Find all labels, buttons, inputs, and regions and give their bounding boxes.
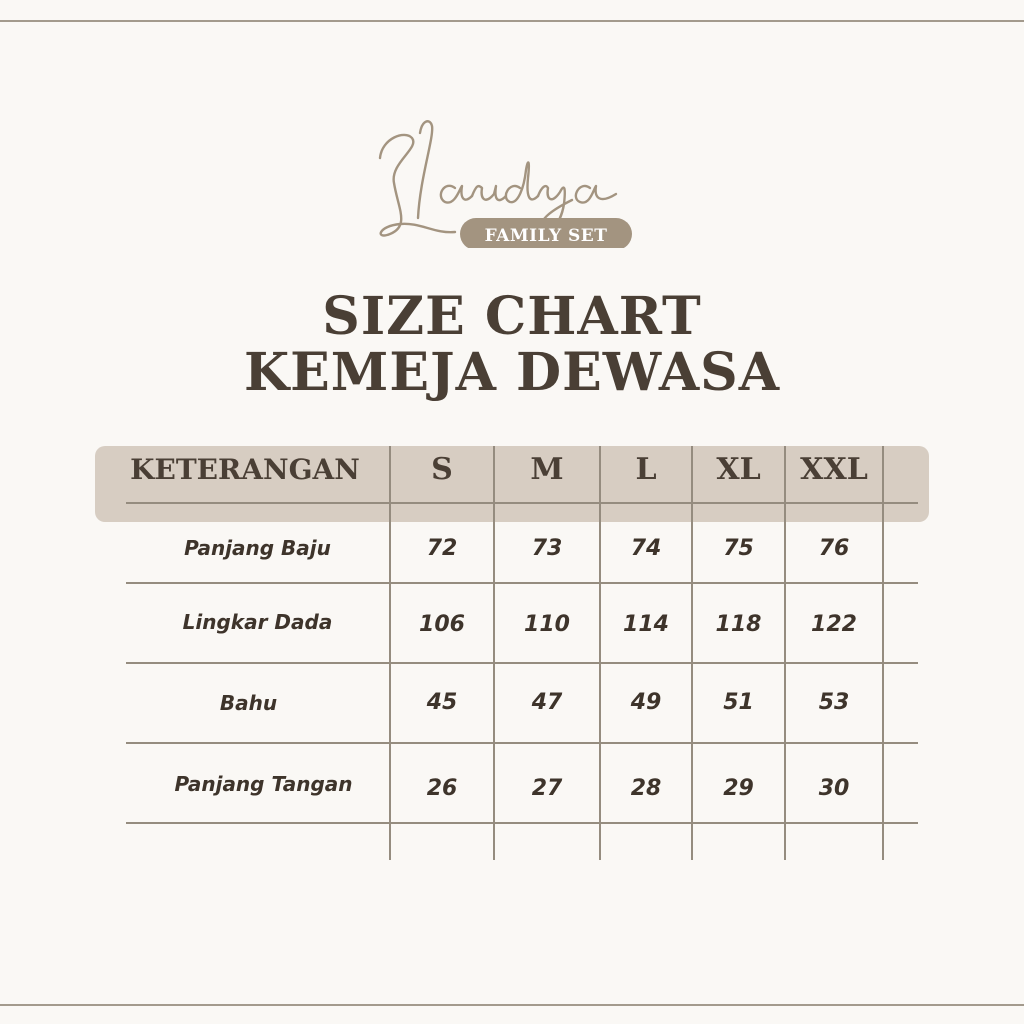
table-cell: 45: [426, 689, 458, 715]
title-line-2: KEMEJA DEWASA: [243, 342, 781, 403]
table-cell: 73: [531, 535, 563, 561]
table-cell: 110: [524, 611, 570, 637]
table-cell: 30: [818, 775, 850, 801]
header-size-xxl: XXL: [800, 451, 868, 487]
row-divider: [126, 582, 918, 584]
row-divider: [126, 742, 918, 744]
row-label-bahu: Bahu: [219, 691, 278, 715]
bottom-divider: [0, 1004, 1024, 1006]
header-keterangan: KETERANGAN: [130, 452, 360, 486]
row-label-panjang-baju: Panjang Baju: [184, 536, 331, 560]
table-cell: 118: [715, 611, 762, 637]
table-cell: 27: [531, 775, 563, 801]
header-size-l: L: [635, 451, 657, 487]
table-cell: 49: [630, 689, 662, 715]
brand-badge: FAMILY SET: [484, 226, 608, 246]
top-divider: [0, 20, 1024, 22]
header-size-m: M: [530, 451, 564, 487]
table-cell: 75: [723, 535, 754, 561]
table-cell: 28: [630, 775, 662, 801]
column-divider: [882, 446, 884, 860]
table-cell: 76: [818, 535, 850, 561]
row-divider: [126, 822, 918, 824]
table-cell: 72: [426, 535, 458, 561]
table-cell: 51: [723, 689, 754, 715]
row-label-lingkar-dada: Lingkar Dada: [182, 610, 333, 634]
table-cell: 29: [723, 775, 754, 801]
table-cell: 114: [623, 611, 669, 637]
row-divider: [126, 662, 918, 664]
header-size-xl: XL: [716, 451, 761, 487]
table-cell: 122: [811, 611, 857, 637]
header-size-s: S: [431, 451, 453, 487]
table-cell: 47: [531, 689, 563, 715]
table-cell: 53: [818, 689, 850, 715]
table-cell: 106: [419, 611, 465, 637]
row-label-panjang-tangan: Panjang Tangan: [174, 772, 353, 796]
table-cell: 26: [426, 775, 458, 801]
title-line-1: SIZE CHART: [322, 286, 702, 347]
row-divider: [126, 502, 918, 504]
table-cell: 74: [630, 535, 662, 561]
